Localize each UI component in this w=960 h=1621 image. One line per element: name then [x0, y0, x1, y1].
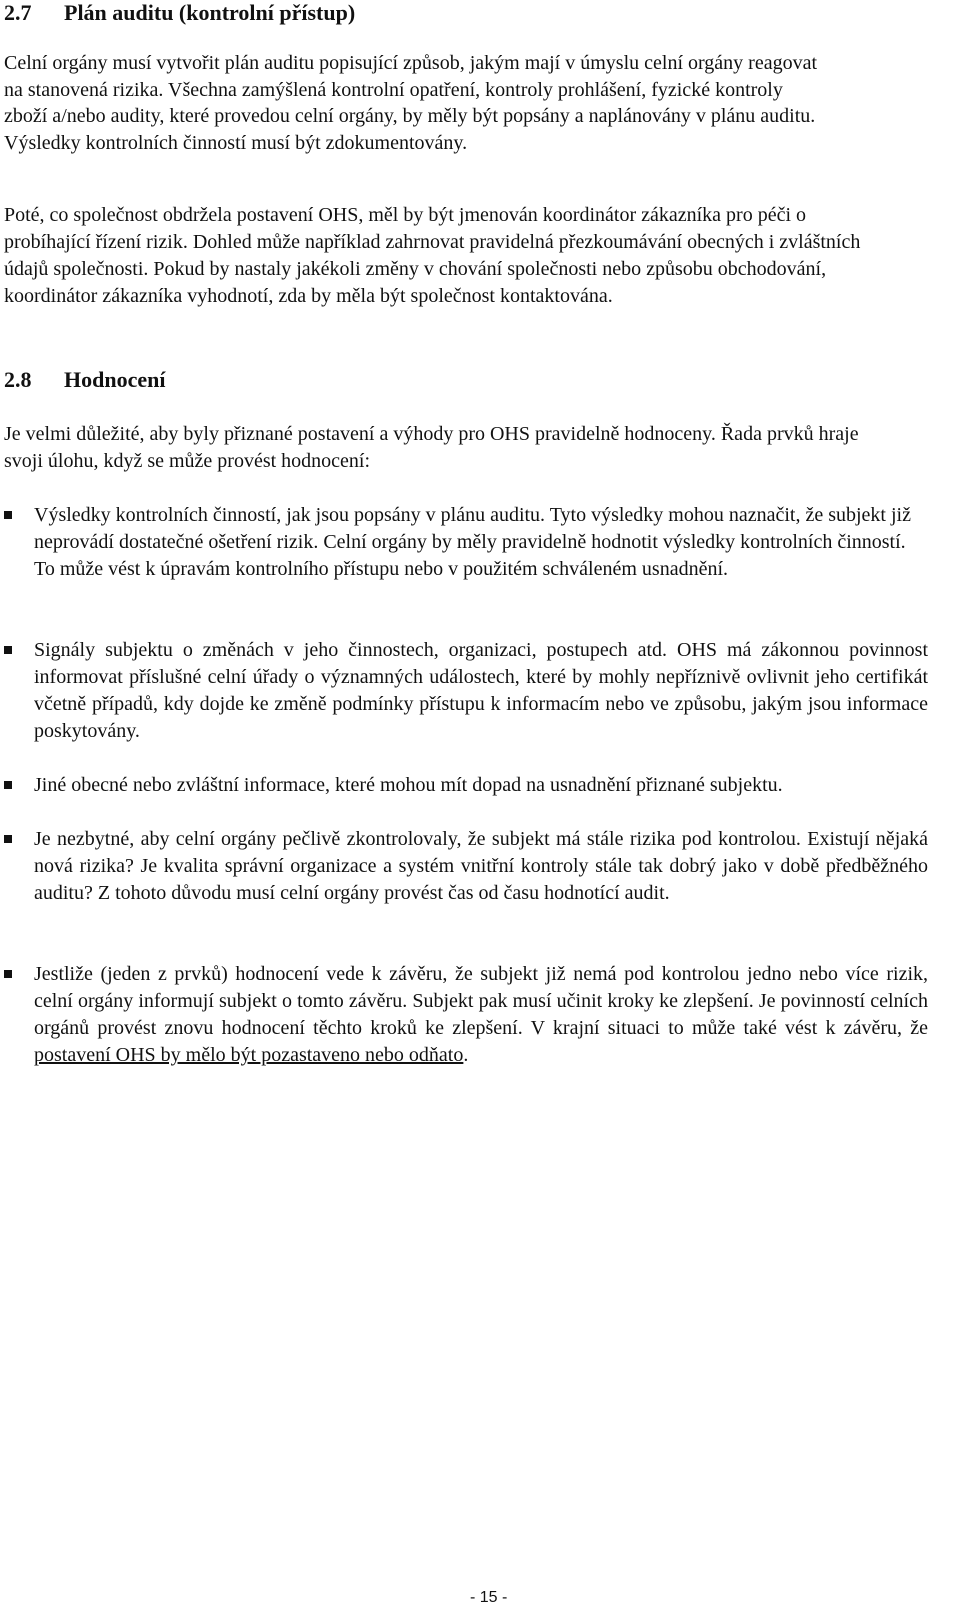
- page-number: - 15 -: [470, 1589, 508, 1606]
- list-item: [4, 826, 928, 907]
- paragraph-text: Je velmi důležité, aby byly přiznané postavení a výhody pro OHS pravidelně hodnoceny. Řada prvků hraje svoji úlohu, když se může provést hodnocení:: [4, 423, 859, 472]
- bullet-square-icon: [4, 646, 12, 654]
- list-item-text-end: .: [463, 1044, 469, 1066]
- list-item-text: Jiné obecné nebo zvláštní informace, které mohou mít dopad na usnadnění přiznané subjektu.: [34, 774, 783, 796]
- paragraph-evaluation-intro: [4, 421, 884, 475]
- list-item-text: Jestliže (jeden z prvků) hodnocení vede k závěru, že subjekt již nemá pod kontrolou jedno nebo více rizik, celní orgány informují subjekt o tomto závěru. Subjekt pak musí učinit kroky ke zlepšení. Je povinností celních orgánů provést znovu hodnocení těchto kroků ke zlepšení. V krajní situaci to může také vést k závěru, že: [34, 963, 928, 1039]
- underlined-text: postavení OHS by mělo být pozastaveno nebo odňato: [34, 1044, 464, 1066]
- list-item: [4, 502, 928, 583]
- section-title: Hodnocení: [64, 367, 166, 392]
- list-item: [4, 961, 928, 1069]
- list-item-text: Signály subjektu o změnách v jeho činnostech, organizaci, postupech atd. OHS má zákonnou povinnost informovat příslušné celní úřady o významných událostech, které by mohly nepříznivě ovlivnit jeho certifikát včetně případů, kdy dojde ke změně podmínky přístupu k informacím nebo ve způsobu, jakým jsou informace poskytovány.: [34, 639, 928, 742]
- list-item-text: Je nezbytné, aby celní orgány pečlivě zkontrolovaly, že subjekt má stále rizika pod kontrolou. Existují nějaká nová rizika? Je kvalita správní organizace a systém vnitřní kontroly stále tak dobrý jako v době předběžného auditu? Z tohoto důvodu musí celní orgány provést čas od času hodnotící audit.: [34, 828, 928, 904]
- paragraph-customer-coordinator: [4, 202, 884, 310]
- list-item: [4, 637, 928, 745]
- bullet-square-icon: [4, 835, 12, 843]
- paragraph-text: Celní orgány musí vytvořit plán auditu popisující způsob, jakým mají v úmyslu celní orgány reagovat na stanovená rizika. Všechna zamýšlená kontrolní opatření, kontroly prohlášení, fyzické kontroly zboží a/nebo audity, které provedou celní orgány, by měly být popsány a naplánovány v plánu auditu. Výsledky kontrolních činností musí být zdokumentovány.: [4, 52, 818, 154]
- section-number: 2.7: [4, 0, 32, 25]
- paragraph-text: Poté, co společnost obdržela postavení OHS, měl by být jmenován koordinátor zákazníka pro péči o probíhající řízení rizik. Dohled může například zahrnovat pravidelná přezkoumávání obecných i zvláštních údajů společnosti. Pokud by nastaly jakékoli změny v chování společnosti nebo způsobu obchodování, koordinátor zákazníka vyhodnotí, zda by měla být společnost kontaktována.: [4, 204, 861, 307]
- list-item-text: Výsledky kontrolních činností, jak jsou popsány v plánu auditu. Tyto výsledky mohou naznačit, že subjekt již neprovádí dostatečné ošetření rizik. Celní orgány by měly pravidelně hodnotit výsledky kontrolních činností. To může vést k úpravám kontrolního přístupu nebo v použitém schváleném usnadnění.: [34, 504, 911, 580]
- bullet-square-icon: [4, 970, 12, 978]
- section-heading-2-7: [4, 0, 928, 27]
- section-title: Plán auditu (kontrolní přístup): [64, 0, 356, 25]
- bullet-square-icon: [4, 781, 12, 789]
- list-item: [4, 772, 928, 799]
- section-number: 2.8: [4, 367, 32, 392]
- paragraph-audit-plan: [4, 50, 824, 156]
- bullet-square-icon: [4, 511, 12, 519]
- section-heading-2-8: [4, 366, 928, 394]
